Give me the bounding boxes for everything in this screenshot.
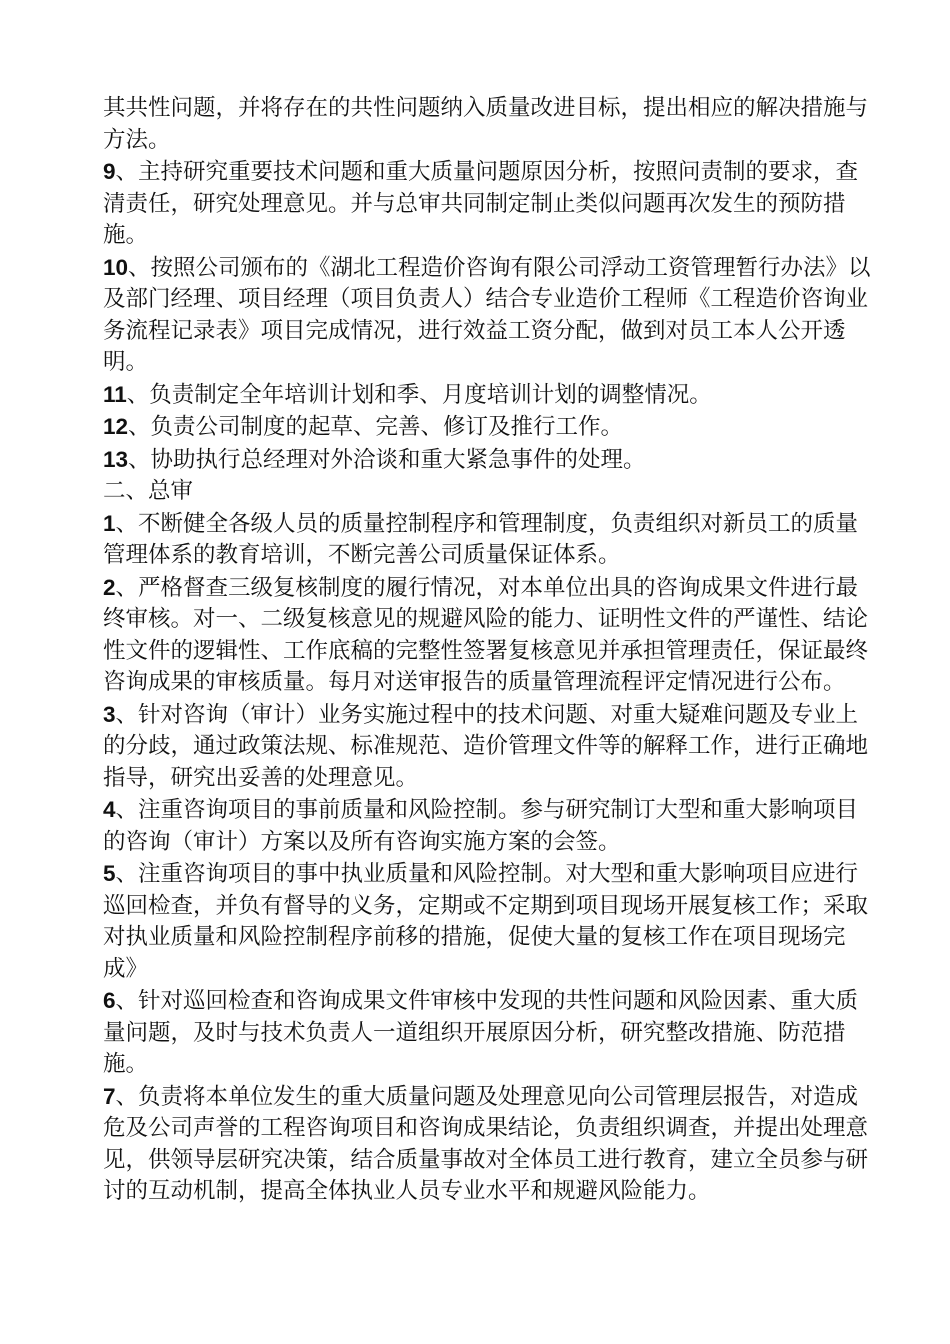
item-number: 9	[103, 159, 116, 184]
item-number: 10	[103, 254, 129, 280]
paragraph-text: 、不断健全各级人员的质量控制程序和管理制度，负责组织对新员工的质量管理体系的教育培训，不断完善公司质量保证体系。	[103, 510, 859, 568]
paragraph-text: 、负责公司制度的起草、完善、修订及推行工作。	[128, 414, 624, 440]
item-number: 6	[103, 988, 116, 1013]
paragraph-text: 、针对咨询（审计）业务实施过程中的技术问题、对重大疑难问题及专业上的分歧，通过政策法规、标准规范、造价管理文件等的解释工作，进行正确地指导，研究出妥善的处理意见。	[103, 701, 869, 791]
paragraph-item-6	[103, 985, 873, 1081]
item-number: 5	[103, 861, 116, 886]
item-number: 3	[103, 701, 116, 727]
item-number: 1	[103, 510, 116, 536]
paragraph-item-9	[103, 156, 873, 252]
section-heading	[103, 476, 873, 508]
item-number: 12	[103, 414, 129, 439]
paragraph-item-4	[103, 794, 873, 858]
paragraph-text: 、负责将本单位发生的重大质量问题及处理意见向公司管理层报告，对造成危及公司声誉的工程咨询项目和咨询成果结论，负责组织调查，并提出处理意见，供领导层研究决策，结合质量事故对全体员工进行教育，建立全员参与研讨的互动机制，提高全体执业人员专业水平和规避风险能力。	[103, 1083, 869, 1204]
paragraph-text: 、负责制定全年培训计划和季、月度培训计划的调整情况。	[126, 381, 712, 408]
paragraph-item-12	[103, 411, 873, 444]
item-number: 4	[103, 797, 116, 822]
paragraph-item-2	[103, 572, 873, 699]
paragraph-text: 、注重咨询项目的事中执业质量和风险控制。对大型和重大影响项目应进行巡回检查，并负有督导的义务，定期或不定期到项目现场开展复核工作；采取对执业质量和风险控制程序前移的措施，促使大量的复核工作在项目现场完成》	[103, 861, 869, 982]
paragraph-item-3	[103, 699, 873, 795]
paragraph-text: 、注重咨询项目的事前质量和风险控制。参与研究制订大型和重大影响项目的咨询（审计）方案以及所有咨询实施方案的会签。	[103, 797, 859, 855]
paragraph-text: 、协助执行总经理对外洽谈和重大紧急事件的处理。	[128, 446, 646, 473]
item-number: 11	[103, 381, 127, 407]
paragraph-text: 、针对巡回检查和咨询成果文件审核中发现的共性问题和风险因素、重大质量问题，及时与技术负责人一道组织开展原因分析，研究整改措施、防范措施。	[103, 988, 859, 1077]
item-number: 2	[103, 574, 116, 600]
paragraph-item-13	[103, 444, 873, 477]
paragraph-text: 、严格督查三级复核制度的履行情况，对本单位出具的咨询成果文件进行最终审核。对一、二级复核意见的规避风险的能力、证明性文件的严谨性、结论性文件的逻辑性、工作底稿的完整性签署复核意见并承担管理责任，保证最终咨询成果的审核质量。每月对送审报告的质量管理流程评定情况进行公布。	[103, 574, 869, 695]
paragraph-item-5	[103, 858, 873, 985]
paragraph-item-7	[103, 1081, 873, 1208]
item-number: 13	[103, 446, 129, 472]
paragraph-item-1	[103, 508, 873, 572]
paragraph-text: 、主持研究重要技术问题和重大质量问题原因分析，按照问责制的要求，查清责任，研究处理意见。并与总审共同制定制止类似问题再次发生的预防措施。	[103, 159, 859, 248]
paragraph-text: 其共性问题，并将存在的共性问题纳入质量改进目标，提出相应的解决措施与方法。	[103, 95, 869, 153]
paragraph-text: 、按照公司颁布的《湖北工程造价咨询有限公司浮动工资管理暂行办法》以及部门经理、项目经理（项目负责人）结合专业造价工程师《工程造价咨询业务流程记录表》项目完成情况，进行效益工资分配，做到对员工本人公开透明。	[103, 254, 871, 375]
item-number: 7	[103, 1083, 116, 1109]
paragraph-continuation	[103, 93, 873, 156]
section-heading-text: 二、总审	[103, 478, 194, 504]
document-body	[103, 93, 873, 1208]
paragraph-item-11	[103, 379, 873, 412]
paragraph-item-10	[103, 252, 873, 379]
